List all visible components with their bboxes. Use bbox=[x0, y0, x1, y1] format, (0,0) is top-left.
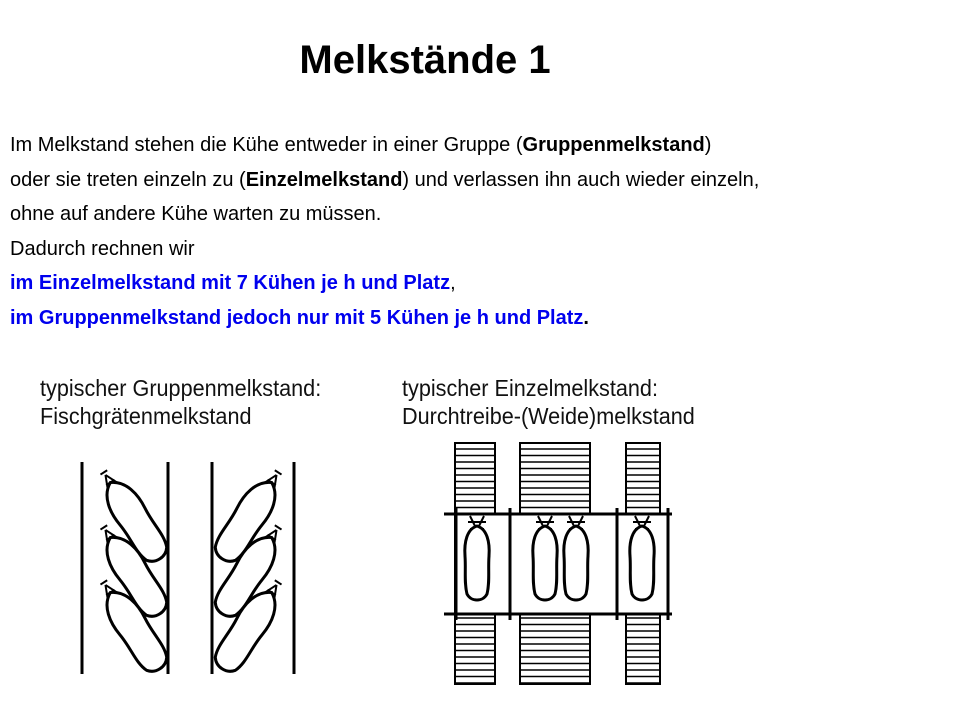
walk-through-parlor-diagram bbox=[444, 443, 672, 684]
text-line-2: oder sie treten einzeln zu (Einzelmelkstand) und verlassen ihn auch wieder einzeln, bbox=[10, 168, 760, 191]
herringbone-parlor-diagram bbox=[82, 462, 294, 677]
text-line-1: Im Melkstand stehen die Kühe entweder in einer Gruppe (Gruppenmelkstand) bbox=[10, 134, 712, 156]
term-einzelmelkstand: Einzelmelkstand bbox=[245, 168, 403, 191]
term-gruppenmelkstand: Gruppenmelkstand bbox=[522, 134, 705, 156]
highlight-einzel-rate: im Einzelmelkstand mit 7 Kühen je h und Platz bbox=[10, 272, 451, 294]
figure-right-caption: typischer Einzelmelkstand: Durchtreibe-(Weide)melkstand bbox=[402, 375, 695, 429]
slide-title: Melkstände 1 bbox=[299, 38, 551, 82]
text-line-5: im Einzelmelkstand mit 7 Kühen je h und Platz, bbox=[10, 272, 456, 294]
text-line-3: ohne auf andere Kühe warten zu müssen. bbox=[10, 203, 382, 225]
figure-left-caption: typischer Gruppenmelkstand: Fischgrätenmelkstand bbox=[40, 375, 322, 429]
text-line-6: im Gruppenmelkstand jedoch nur mit 5 Kühen je h und Platz. bbox=[10, 306, 589, 329]
text-line-4: Dadurch rechnen wir bbox=[10, 237, 195, 260]
highlight-gruppen-rate: im Gruppenmelkstand jedoch nur mit 5 Kühen je h und Platz bbox=[10, 306, 584, 329]
